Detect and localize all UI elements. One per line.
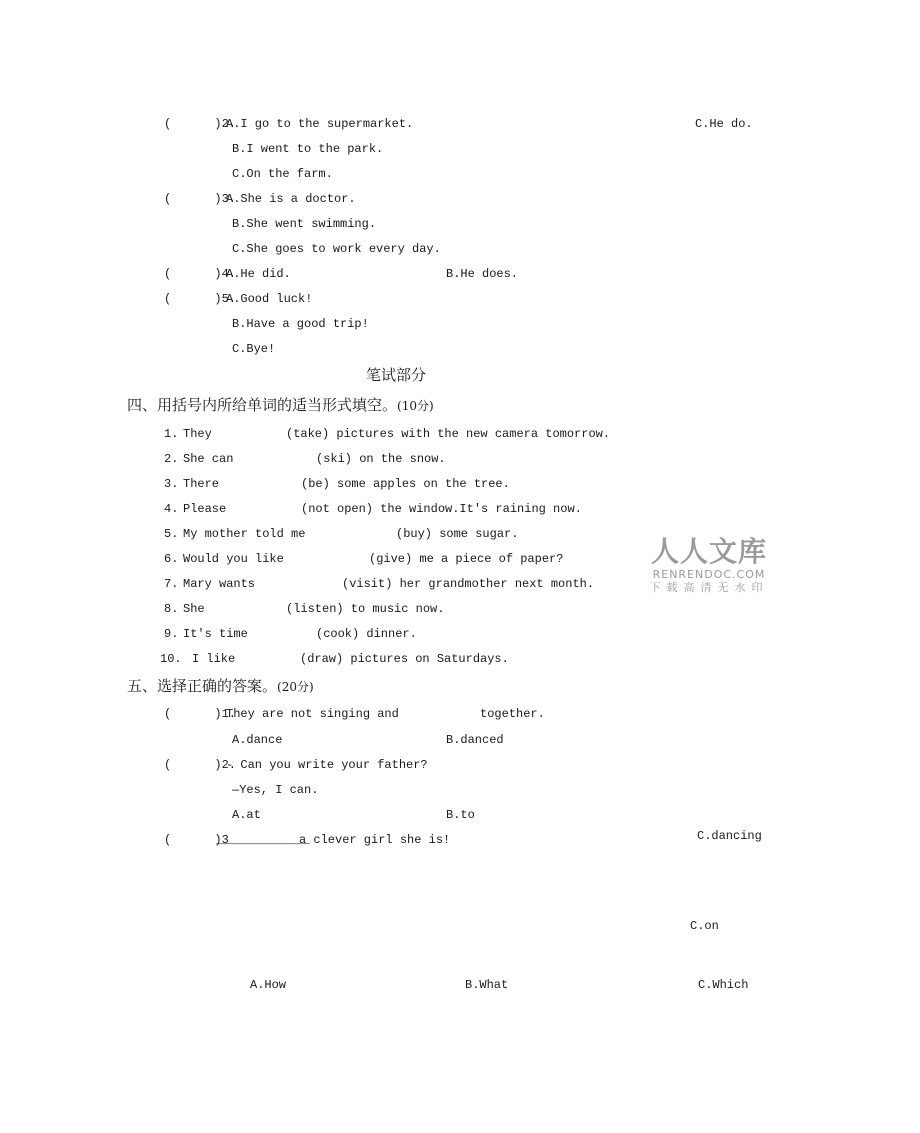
s5-q2-stem: - Can you write your father? xyxy=(226,758,428,772)
item-hint: (be) some apples on the tree. xyxy=(301,477,510,491)
item-hint: (cook) dinner. xyxy=(316,627,417,641)
item-number: 10. xyxy=(160,652,182,666)
item-number: 1. xyxy=(164,427,179,441)
item-hint: (draw) pictures on Saturdays. xyxy=(300,652,509,666)
watermark-sub: 下载高清无水印 xyxy=(649,581,769,594)
s5-q3-stem: a clever girl she is! xyxy=(299,833,451,847)
item-number: 7. xyxy=(164,577,179,591)
section5-title-text: 五、选择正确的答案。 xyxy=(127,677,278,695)
s5-q3-option-a: A.How xyxy=(250,978,287,992)
q3-option-b: B.She went swimming. xyxy=(232,217,377,231)
item-prompt: I like xyxy=(192,652,236,666)
q5-option-a: A.Good luck! xyxy=(226,292,313,306)
q4-option-a: A.He did. xyxy=(226,267,291,281)
section5-score: (20分) xyxy=(277,680,314,694)
s5-q2-option-c: C.on xyxy=(690,919,719,933)
q4-option-b: B.He does. xyxy=(446,267,519,281)
s5-q1-stem-end: together. xyxy=(480,707,545,721)
section4-score: (10分) xyxy=(397,399,434,413)
watermark-name: 人人文库 xyxy=(650,535,767,568)
section5-title xyxy=(127,677,314,696)
item-number: 6. xyxy=(164,552,179,566)
s5-q3-bracket: ( )3 xyxy=(164,833,229,847)
q3-option-a: A.She is a doctor. xyxy=(226,192,356,206)
s5-q1-stem: They are not singing and xyxy=(226,707,399,721)
s5-q1-bracket: ( )1. xyxy=(164,707,237,721)
item-prompt: It's time xyxy=(183,627,248,641)
item-number: 2. xyxy=(164,452,179,466)
item-prompt: She xyxy=(183,602,205,616)
item-hint: (visit) her grandmother next month. xyxy=(342,577,595,591)
watermark-url: RENRENDOC.COM xyxy=(652,568,766,581)
item-prompt: Mary wants xyxy=(183,577,256,591)
q2-option-c: C.On the farm. xyxy=(232,167,333,181)
item-number: 5. xyxy=(164,527,179,541)
item-number: 8. xyxy=(164,602,179,616)
s5-q1-option-c: C.dancing xyxy=(697,829,762,843)
section4-title xyxy=(127,396,434,415)
q5-option-c: C.Bye! xyxy=(232,342,276,356)
item-hint: (buy) some sugar. xyxy=(396,527,519,541)
q2-option-a: A.I go to the supermarket. xyxy=(226,117,414,131)
item-prompt: They xyxy=(183,427,212,441)
item-hint: (take) pictures with the new camera tomorrow. xyxy=(286,427,611,441)
s5-q3-option-b: B.What xyxy=(465,978,509,992)
item-prompt: She can xyxy=(183,452,234,466)
s5-q3-option-c: C.Which xyxy=(698,978,749,992)
s5-q2-option-a: A.at xyxy=(232,808,261,822)
item-prompt: Please xyxy=(183,502,227,516)
q5-option-b: B.Have a good trip! xyxy=(232,317,369,331)
q5-bracket: ( )5. xyxy=(164,292,237,306)
s5-q2-reply: —Yes, I can. xyxy=(232,783,319,797)
q3-bracket: ( )3. xyxy=(164,192,237,206)
stray-option-c: C.He do. xyxy=(695,117,753,131)
s5-q1-option-a: A.dance xyxy=(232,733,283,747)
written-part-heading: 笔试部分 xyxy=(366,366,427,384)
item-hint: (listen) to music now. xyxy=(286,602,445,616)
item-prompt: Would you like xyxy=(183,552,284,566)
item-hint: (give) me a piece of paper? xyxy=(369,552,564,566)
watermark-logo xyxy=(646,536,772,595)
s5-q2-option-b: B.to xyxy=(446,808,475,822)
section4-title-text: 四、用括号内所给单词的适当形式填空。 xyxy=(127,396,398,414)
item-hint: (not open) the window.It's raining now. xyxy=(301,502,582,516)
item-number: 4. xyxy=(164,502,179,516)
item-prompt: My mother told me xyxy=(183,527,306,541)
item-prompt: There xyxy=(183,477,220,491)
s5-q1-option-b: B.danced xyxy=(446,733,504,747)
item-number: 9. xyxy=(164,627,179,641)
item-hint: (ski) on the snow. xyxy=(316,452,446,466)
q3-option-c: C.She goes to work every day. xyxy=(232,242,441,256)
s5-q3-blank: _____________ xyxy=(216,833,310,847)
s5-q2-bracket: ( )2. xyxy=(164,758,237,772)
item-number: 3. xyxy=(164,477,179,491)
q2-bracket: ( )2. xyxy=(164,117,237,131)
q2-option-b: B.I went to the park. xyxy=(232,142,384,156)
q4-bracket: ( )4. xyxy=(164,267,237,281)
